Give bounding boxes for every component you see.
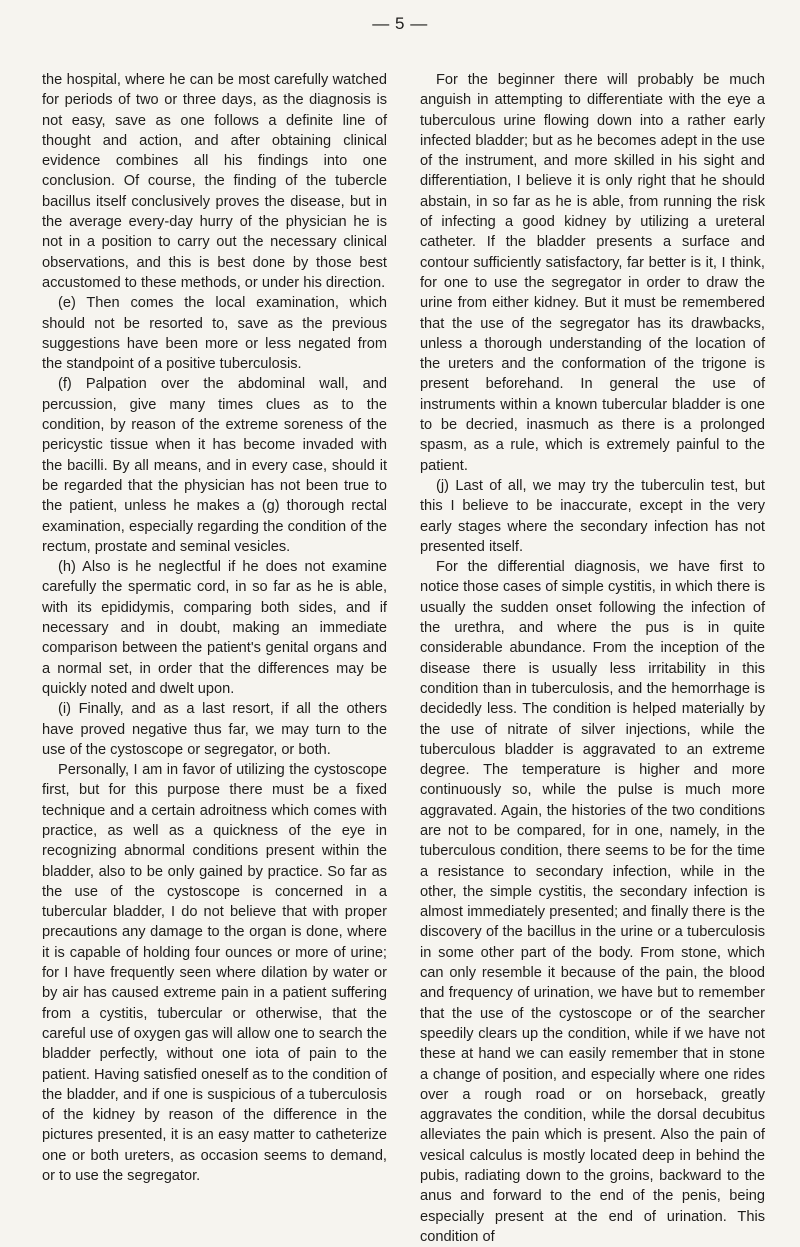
page-number: — 5 — xyxy=(372,14,428,33)
paragraph: (e) Then comes the local examination, which should not be resorted to, save as the previous suggestions have been more or less negated from the standpoint of a positive tuberculosis. xyxy=(42,295,387,373)
paragraph: (j) Last of all, we may try the tuberculin test, but this I believe to be inaccurate, except in the very early stages where the secondary infection has not presented itself. xyxy=(420,477,765,555)
paragraph: (i) Finally, and as a last resort, if all the others have proved negative thus far, we may turn to the use of the cystoscope or segregator, or both. xyxy=(42,701,387,758)
paragraph: (f) Palpation over the abdominal wall, and percussion, give many times clues as to the condition, by reason of the extreme soreness of the pericystic tissue when it has become invaded with the bacilli. By all means, and in every case, should it be regarded that the physician has not been true to the patient, unless he makes a (g) thorough rectal examination, especially regarding the condition of the rectum, prostate and seminal vesicles. xyxy=(42,376,387,555)
right-column xyxy=(420,70,765,1247)
paragraph: For the differential diagnosis, we have first to notice those cases of simple cystitis, in which there is usually the sudden onset following the infection of the urethra, and where the pus is in quite considerable abundance. From the inception of the disease there is usually less irritability in this condition than in tuberculosis, and the hemorrhage is decidedly less. The condition is helped materially by the use of nitrate of silver injections, while the tuberculous bladder is aggravated to an extreme degree. The temperature is higher and more continuously so, while the pulse is much more aggravated. Again, the histories of the two conditions are not to be compared, for in one, namely, in the tuberculous condition, there seems to be for the time a resistance to secondary infection, while in the other, the simple cystitis, the secondary infection is almost immediately presented; and finally there is the discovery of the bacillus in the urine or a tuberculosis in some other part of the body. From stone, which can only resemble it because of the pain, the blood and frequency of urination, we have but to remember that the use of the cystoscope or of the searcher speedily clears up the condition, while if we have not these at hand we can easily remember that in stone a change of position, and especially where one rides over a rough road or on horseback, greatly aggravates the condition, while the dorsal decubitus alleviates the pain which is present. Also the pain of vesical calculus is mostly located deep in behind the pubis, radiating down to the groins, backward to the anus and forward to the end of the penis, being especially present at the end of urination. This condition of xyxy=(420,559,765,1245)
paragraph: For the beginner there will probably be much anguish in attempting to differentiate with the eye a tuberculous urine flowing down into a rather early infected bladder; but as he becomes adept in the use of the instrument, and more skilled in his sight and differentiation, I believe it is only right that he should abstain, in so far as he is able, from running the risk of infecting a good kidney by utilizing a ureteral catheter. If the bladder presents a surface and contour sufficiently satisfactory, far better is it, I think, for one to use the segregator in order to draw the urine from either kidney. But it must be remembered that the use of the segregator has its drawbacks, unless a thorough understanding of the location of the ureters and the conformation of the trigone is present beforehand. In general the use of instruments within a known tubercular bladder is one to be decried, inasmuch as there is a prolonged spasm, as a rule, which is extremely painful to the patient. xyxy=(420,72,765,474)
paragraph: (h) Also is he neglectful if he does not examine carefully the spermatic cord, in so far as he is able, with its epididymis, comparing both sides, and if necessary and in doubt, making an immediate comparison between the patient's genital organs and a normal set, in order that the differences may be quickly noted and dwelt upon. xyxy=(42,559,387,697)
paragraph: the hospital, where he can be most carefully watched for periods of two or three days, as the diagnosis is not easy, save as one follows a definite line of thought and action, and after obtaining clinical evidence combines all his findings into one conclusion. Of course, the finding of the tubercle bacillus itself conclusively proves the disease, but in the average every-day hurry of the physician he is not in a position to carry out the necessary clinical observations, and this is best done by those best accustomed to these methods, or under his direction. xyxy=(42,72,387,291)
left-column xyxy=(42,70,387,1186)
paragraph: Personally, I am in favor of utilizing the cystoscope first, but for this purpose there must be a fixed technique and a certain adroitness which comes with practice, as well as a quickness of the eye in recognizing abnormal conditions present within the bladder, also to be only gained by practice. So far as the use of the cystoscope is concerned in a tubercular bladder, I do not believe that with proper precautions any damage to the organ is done, where it is capable of holding four ounces or more of urine; for I have frequently seen where dilation by water or by air has caused extreme pain in a patient suffering from a cystitis, tubercular or otherwise, that the careful use of oxygen gas will allow one to search the bladder perfectly, without one iota of pain to the patient. Having satisfied oneself as to the condition of the bladder, and if one is suspicious of a tuberculosis of the kidney by reason of the difference in the pictures presented, it is an easy matter to catheterize one or both ureters, as occasion seems to demand, or to use the segregator. xyxy=(42,762,387,1185)
